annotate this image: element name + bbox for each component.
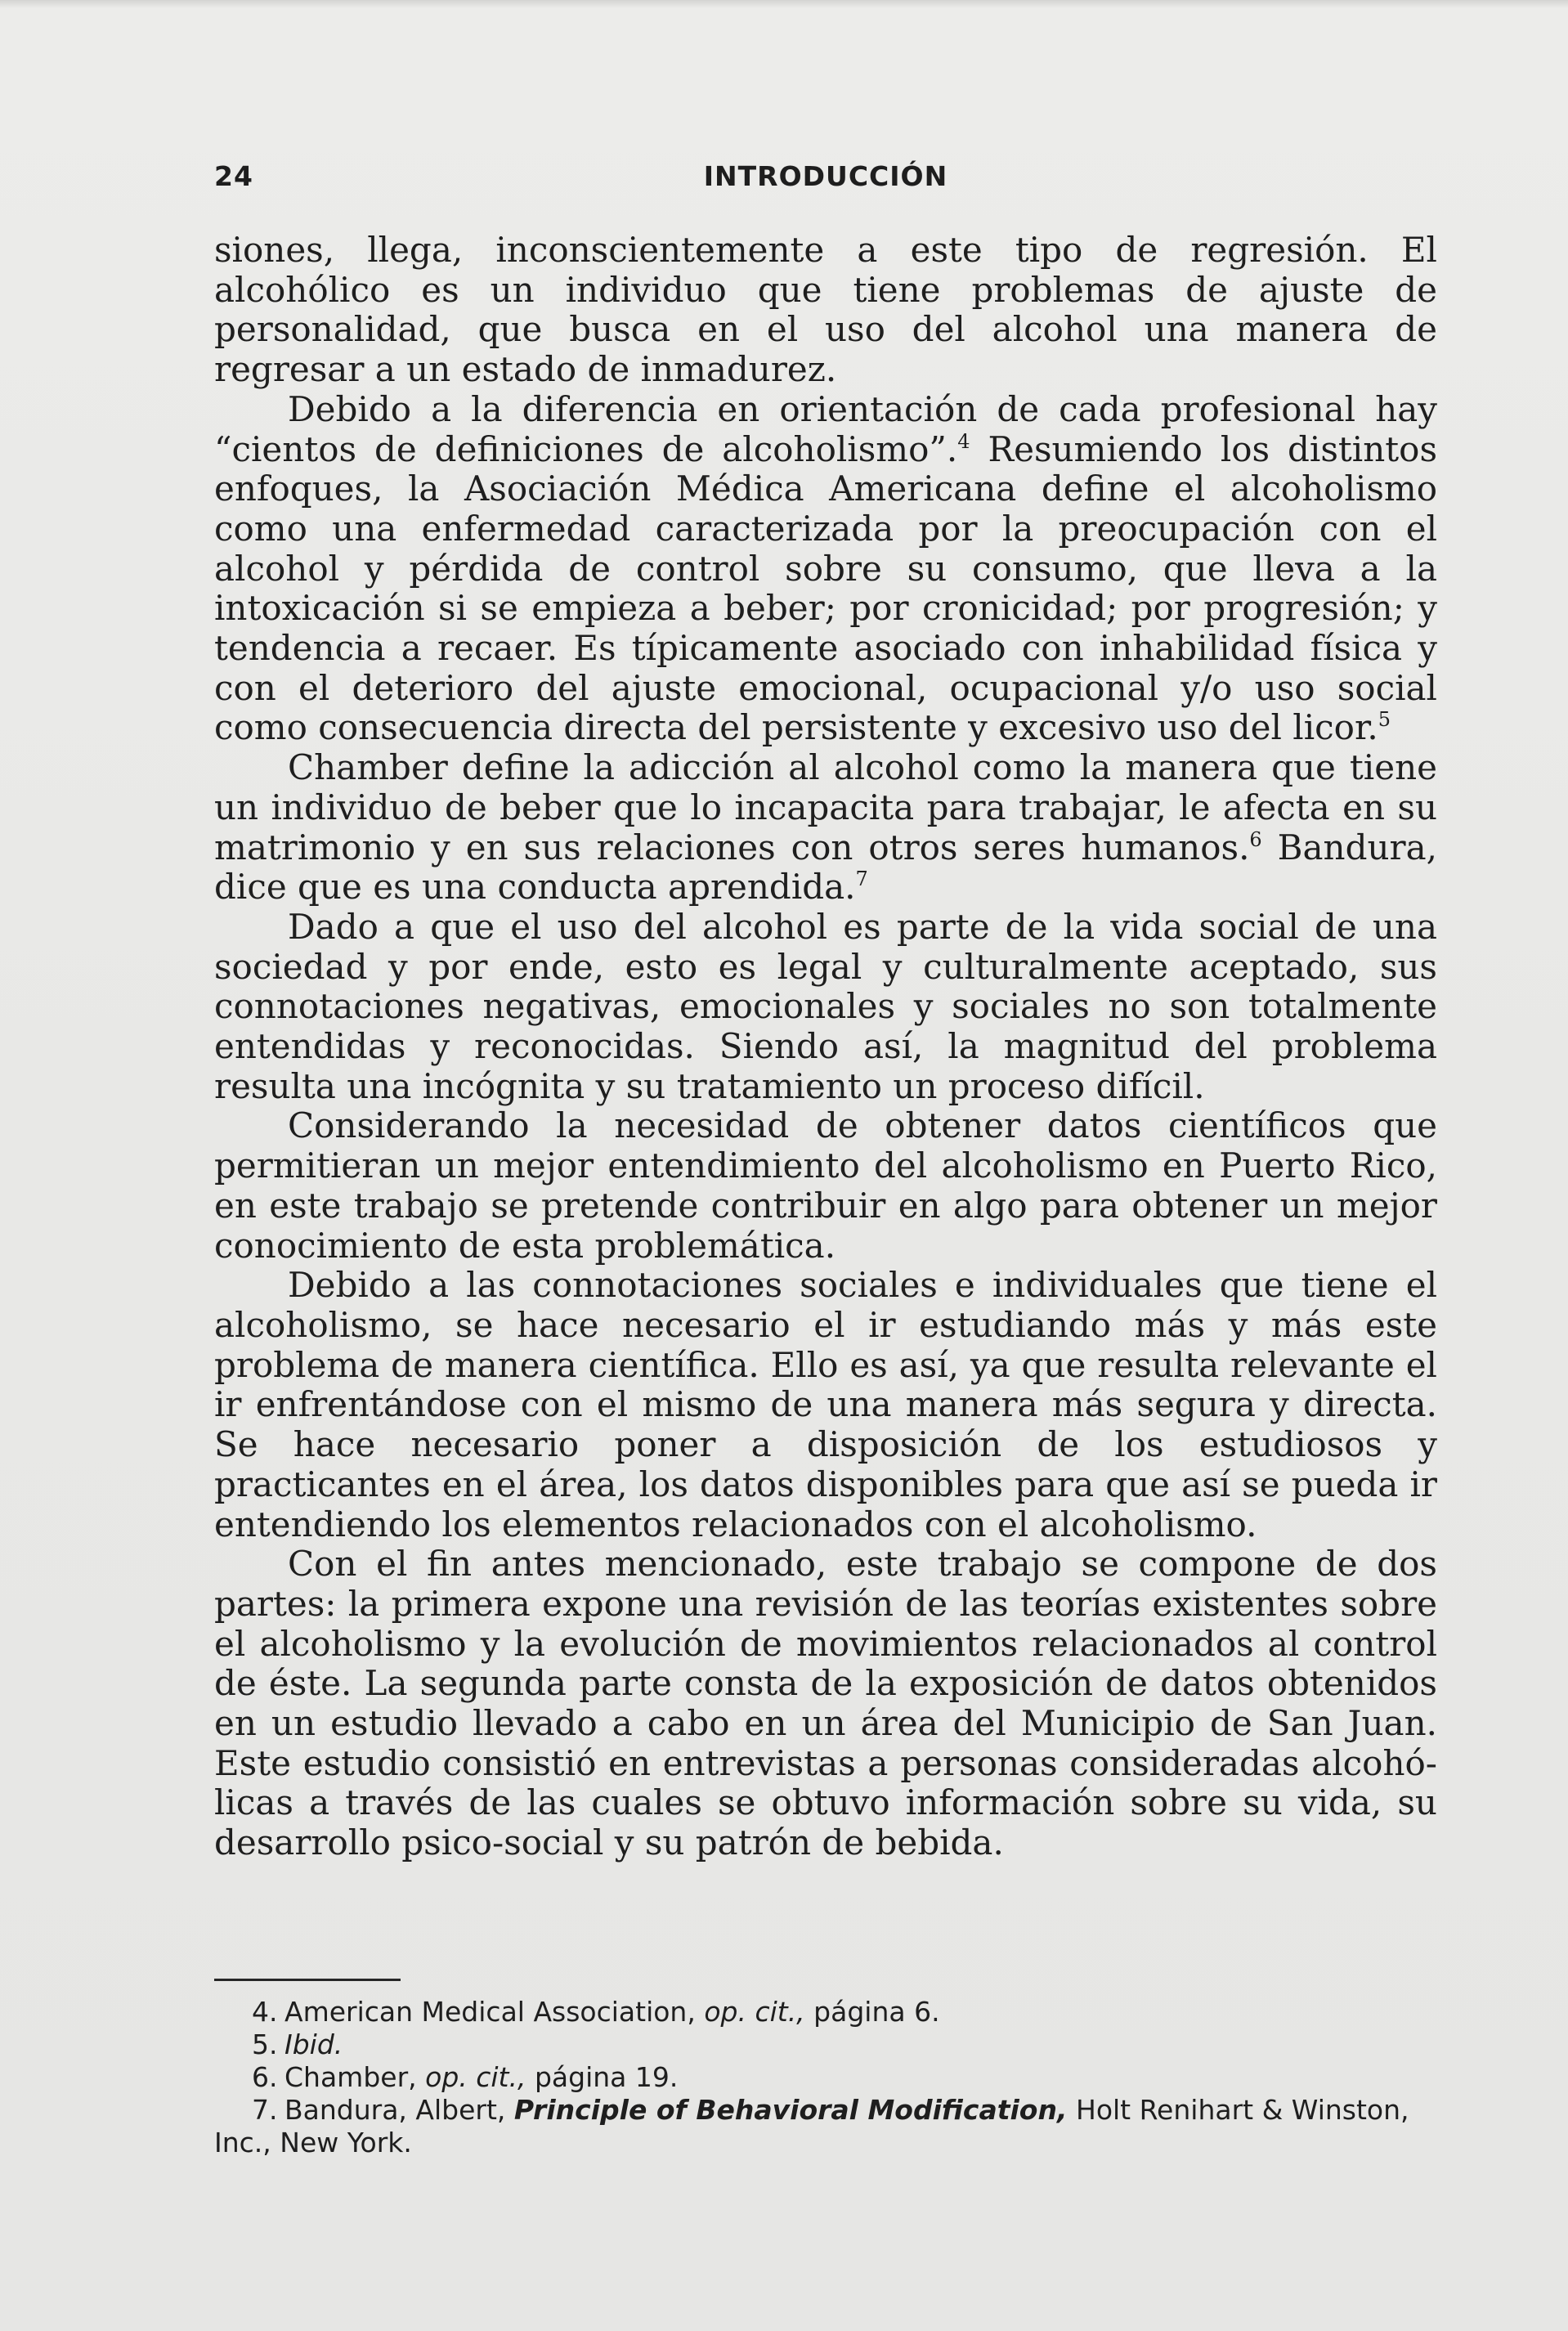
paragraph: siones, llega, inconscientemente a este tipo de regresión. El alcohólico es un individuo que tiene problemas de ajuste de personalidad, que busca en el uso del alcohol una manera de regresar a un estado de inmadurez. (214, 230, 1437, 390)
page-top-edge (0, 0, 1568, 8)
text-run: Chamber define la adicción al alcohol como la manera que tiene un individuo de beber que lo incapacita para trabajar, le afecta en su matrimonio y en sus relaciones con otros seres humanos. (214, 747, 1437, 867)
footnote-text: página 19. (526, 2061, 679, 2093)
footnote-ref: 6 (1249, 827, 1262, 851)
footnote-ref: 5 (1378, 708, 1391, 732)
footnote-ref: 7 (855, 867, 868, 891)
footnote-item (214, 1996, 1437, 2028)
running-title: INTRODUCCIÓN (703, 160, 948, 192)
page-number: 24 (214, 160, 253, 192)
footnote-number: 7. (252, 2094, 278, 2126)
footnote-italic: Ibid. (284, 2028, 343, 2060)
paragraph: Con el fin antes mencionado, este trabajo se compone de dos partes: la primera expone una revisión de las teorías existentes sobre el alcoholismo y la evolución de movimientos relacionados al control de éste. La segunda parte consta de la exposición de datos obtenidos en un estudio llevado a cabo en un área del Municipio de San Juan. Este estudio consistió en entrevistas a personas consideradas alcohólicas a través de las cuales se obtuvo información sobre su vida, su desarrollo psico-social y su patrón de bebida. (214, 1544, 1437, 1863)
footnote-number: 4. (252, 1996, 278, 2028)
body-text (214, 231, 1437, 1863)
footnote-item (214, 2028, 1437, 2061)
paragraph (214, 390, 1437, 748)
footnote-italic: Principle of Behavioral Modification, (513, 2094, 1068, 2126)
footnote-italic: op. cit., (425, 2061, 526, 2093)
footnote-text: Chamber, (284, 2061, 426, 2093)
footnote-divider (214, 1979, 401, 1981)
paragraph (214, 748, 1437, 908)
running-head (214, 160, 1437, 209)
footnote-number: 6. (252, 2061, 278, 2093)
text-run: Debido a la diferencia en orientación de cada profesional hay “cientos de definiciones de alcoholismo”. (214, 388, 1437, 469)
footnote-item (214, 2061, 1437, 2094)
footnote-text: Holt Renihart & Winston, Inc., New York. (214, 2094, 1409, 2158)
footnotes (214, 1996, 1437, 2159)
footnote-text: página 6. (804, 1996, 940, 2028)
footnote-text: American Medical Association, (284, 1996, 705, 2028)
paragraph: Debido a las connotaciones sociales e individuales que tiene el alcoholismo, se hace necesario el ir estudiando más y más este problema de manera científica. Ello es así, ya que resulta relevante el ir enfrentándose con el mismo de una manera más segura y directa. Se hace necesario poner a disposición de los estudiosos y practicantes en el área, los datos disponibles para que así se pueda ir entendiendo los elementos relacionados con el alcoholismo. (214, 1265, 1437, 1544)
footnote-text: Bandura, Albert, (284, 2094, 514, 2126)
footnote-item (214, 2094, 1437, 2159)
text-run: Resumiendo los distintos enfoques, la Asociación Médica Americana define el alcoholismo como una enfermedad caracterizada por la preocupación con el alcohol y pérdida de control sobre su consumo, que lleva a la intoxicación si se empieza a beber; por cronicidad; por progresión; y tendencia a recaer. Es típicamente asociado con inhabilidad física y con el deterioro del ajuste emocional, ocupacional y/o uso social como consecuencia directa del persistente y excesivo uso del licor. (214, 428, 1437, 748)
text-run: Bandura, dice que es una conducta aprendida. (214, 827, 1437, 908)
footnote-italic: op. cit., (704, 1996, 805, 2028)
paragraph: Dado a que el uso del alcohol es parte de la vida social de una sociedad y por ende, esto es legal y culturalmente aceptado, sus connotaciones negativas, emocionales y sociales no son totalmente entendidas y reconocidas. Siendo así, la magnitud del problema resulta una incógnita y su tratamiento un proceso difícil. (214, 906, 1437, 1106)
footnote-ref: 4 (957, 429, 970, 453)
paragraph: Considerando la necesidad de obtener datos científicos que permitieran un mejor entendimiento del alcoholismo en Puerto Rico, en este trabajo se pretende contribuir en algo para obtener un mejor conocimiento de esta problemática. (214, 1105, 1437, 1266)
footnote-number: 5. (252, 2028, 278, 2060)
